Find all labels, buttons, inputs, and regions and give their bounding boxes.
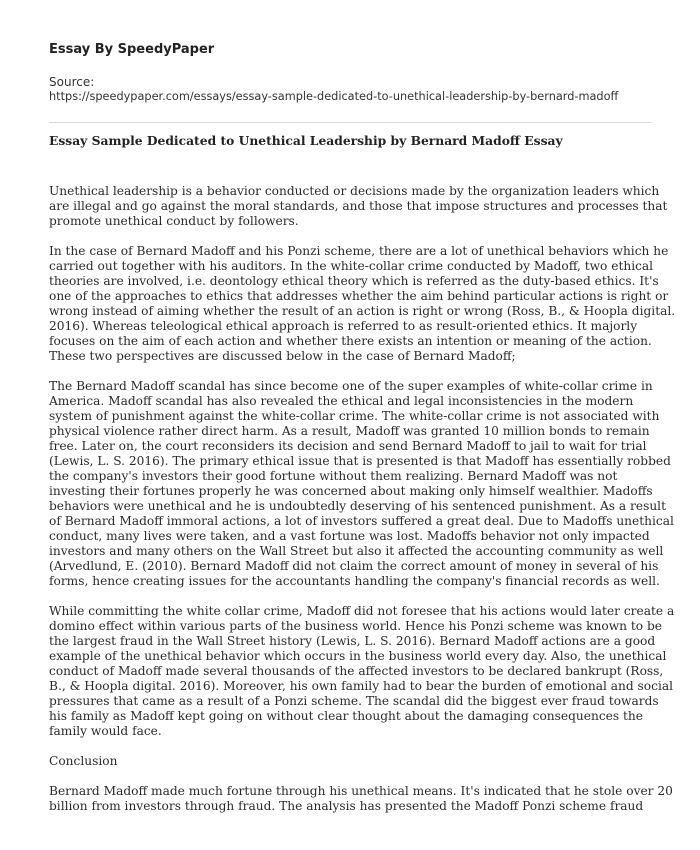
paragraph-line: are illegal and go against the moral standards, and those that impose structures and processes that	[49, 199, 668, 213]
paragraph-line: behaviors were unethical and he is undoubtedly deserving of his sentenced punishment. As a result	[49, 499, 666, 513]
paragraph-line: forms, hence creating issues for the accountants handling the company's financial records as well.	[49, 574, 660, 588]
source-label: Source:	[49, 75, 95, 89]
paragraph-line: one of the approaches to ethics that addresses whether the aim behind particular actions is right or	[49, 289, 669, 303]
essay-body	[49, 184, 676, 829]
paragraph-line: family would face.	[49, 724, 162, 738]
paragraph-line: the company's investors their good fortune without them realizing. Bernard Madoff was not	[49, 469, 618, 483]
paragraph-line: free. Later on, the court reconsiders its decision and send Bernard Madoff to jail to wait for trial	[49, 439, 647, 453]
essay-paragraph	[49, 604, 675, 739]
paragraph-line: example of the unethical behavior which occurs in the business world every day. Also, the unethical	[49, 649, 667, 663]
paragraph-line: Conclusion	[49, 754, 118, 768]
section-heading-conclusion	[49, 754, 657, 769]
paragraph-line: system of punishment against the white-collar crime. The white-collar crime is not associated with	[49, 409, 660, 423]
paragraph-line: conduct of Madoff made several thousands of the affected investors to be declared bankrupt (Ross,	[49, 664, 664, 678]
paragraph-line: investors and many others on the Wall Street but also it affected the accounting community as well	[49, 544, 664, 558]
paragraph-line: domino effect within various parts of the business world. Hence his Ponzi scheme was known to be	[49, 619, 663, 633]
paragraph-line: B., & Hoopla digital. 2016). Moreover, his own family had to bear the burden of emotional and social	[49, 679, 674, 693]
paragraph-line: billion from investors through fraud. The analysis has presented the Madoff Ponzi scheme fraud	[49, 799, 644, 813]
paragraph-line: promote unethical conduct by followers.	[49, 214, 299, 228]
paragraph-line: The Bernard Madoff scandal has since become one of the super examples of white-collar crime in	[49, 379, 653, 393]
paragraph-line: While committing the white collar crime, Madoff did not foresee that his actions would later create a	[49, 604, 675, 618]
essay-paragraph	[49, 784, 673, 814]
paragraph-line: wrong instead of aiming whether the result of an action is right or wrong (Ross, B., & Hoopla digital.	[49, 304, 676, 318]
paragraph-line: Bernard Madoff made much fortune through his unethical means. It's indicated that he stole over 20	[49, 784, 673, 798]
paragraph-line: Unethical leadership is a behavior conducted or decisions made by the organization leaders which	[49, 184, 660, 198]
paragraph-line: America. Madoff scandal has also revealed the ethical and legal inconsistencies in the modern	[49, 394, 634, 408]
header-title: Essay By SpeedyPaper	[49, 42, 215, 57]
paragraph-line: conduct, many lives were taken, and a vast fortune was lost. Madoffs behavior not only impacted	[49, 529, 650, 543]
paragraph-line: These two perspectives are discussed below in the case of Bernard Madoff;	[49, 349, 516, 363]
paragraph-line: (Arvedlund, E. (2010). Bernard Madoff did not claim the correct amount of money in several of his	[49, 559, 659, 573]
essay-paragraph	[49, 244, 676, 364]
paragraph-line: (Lewis, L. S. 2016). The primary ethical issue that is presented is that Madoff has essentially robbed	[49, 454, 671, 468]
source-url-link[interactable]: https://speedypaper.com/essays/essay-sample-dedicated-to-unethical-leadership-by-bernard-madoff	[49, 90, 619, 103]
essay-paragraph	[49, 184, 668, 229]
divider	[49, 122, 651, 123]
paragraph-line: the largest fraud in the Wall Street history (Lewis, L. S. 2016). Bernard Madoff actions are a good	[49, 634, 656, 648]
paragraph-line: 2016). Whereas teleological ethical approach is referred to as result-oriented ethics. It majorly	[49, 319, 638, 333]
essay-title: Essay Sample Dedicated to Unethical Leadership by Bernard Madoff Essay	[49, 133, 563, 148]
paragraph-line: of Bernard Madoff immoral actions, a lot of investors suffered a great deal. Due to Madoffs unethical	[49, 514, 674, 528]
essay-paragraph	[49, 379, 674, 589]
paragraph-line: carried out together with his auditors. In the white-collar crime conducted by Madoff, two ethical	[49, 259, 654, 273]
paragraph-line: theories are involved, i.e. deontology ethical theory which is referred as the duty-based ethics. It's	[49, 274, 659, 288]
paragraph-line: investing their fortunes properly he was concerned about making only himself wealthier. Madoffs	[49, 484, 653, 498]
paragraph-line: In the case of Bernard Madoff and his Ponzi scheme, there are a lot of unethical behaviors which he	[49, 244, 669, 258]
paragraph-line: his family as Madoff kept going on without clear thought about the damaging consequences the	[49, 709, 643, 723]
paragraph-line: pressures that came as a result of a Ponzi scheme. The scandal did the biggest ever fraud towards	[49, 694, 659, 708]
paragraph-line: physical violence rather direct harm. As a result, Madoff was granted 10 million bonds to remain	[49, 424, 650, 438]
paragraph-line: focuses on the aim of each action and whether there exists an intention or meaning of the action.	[49, 334, 652, 348]
